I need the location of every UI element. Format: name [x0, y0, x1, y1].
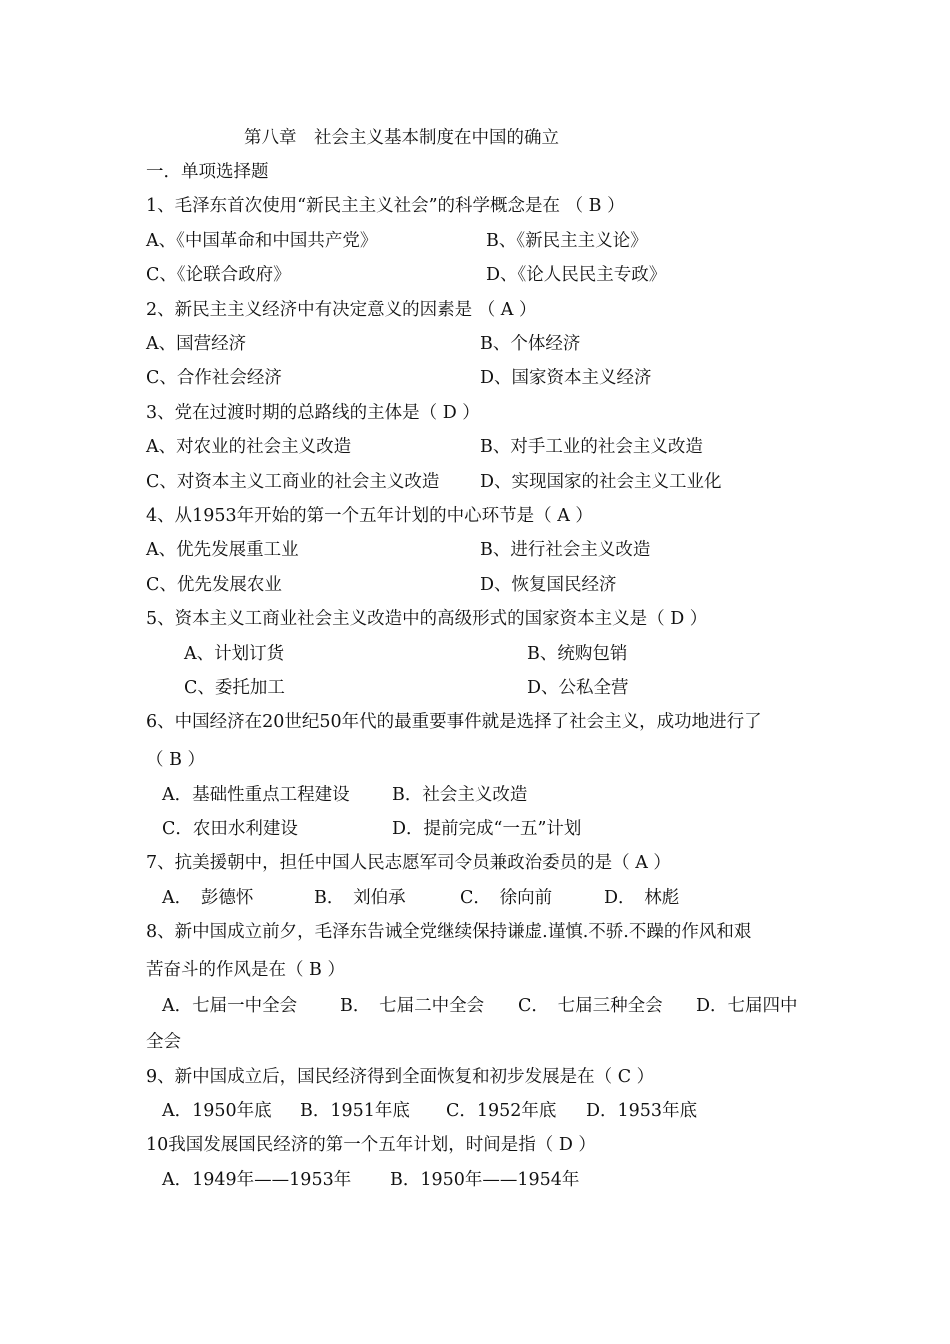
- option-4a: A、优先发展重工业: [146, 540, 299, 560]
- option-1c: C、《论联合政府》: [146, 265, 291, 285]
- option-2a: A、国营经济: [146, 334, 247, 354]
- option-2d: D、国家资本主义经济: [480, 368, 652, 388]
- option-4b: B、进行社会主义改造: [480, 540, 651, 560]
- section-heading: 一．单项选择题: [146, 162, 269, 182]
- question-1: 1、毛泽东首次使用“新民主主义社会”的科学概念是在 （ B ）: [146, 196, 625, 216]
- option-1d: D、《论人民民主专政》: [486, 265, 667, 285]
- option-2c: C、合作社会经济: [146, 368, 282, 388]
- question-3: 3、党在过渡时期的总路线的主体是（ D ）: [146, 403, 480, 423]
- option-5a: A、计划订货: [184, 644, 285, 664]
- option-6b: B．社会主义改造: [392, 785, 528, 805]
- option-4d: D、恢复国民经济: [480, 575, 617, 595]
- option-9c: C．1952年底: [446, 1101, 557, 1121]
- option-7d: D． 林彪: [604, 888, 680, 908]
- option-3b: B、对手工业的社会主义改造: [480, 437, 703, 457]
- question-9: 9、新中国成立后，国民经济得到全面恢复和初步发展是在（ C ）: [146, 1067, 655, 1087]
- option-8c: C． 七届三种全会: [518, 996, 663, 1016]
- option-2b: B、个体经济: [480, 334, 581, 354]
- option-9b: B．1951年底: [300, 1101, 410, 1121]
- option-8d-cont: 全会: [146, 1032, 181, 1052]
- option-3d: D、实现国家的社会主义工业化: [480, 472, 722, 492]
- question-5: 5、资本主义工商业社会主义改造中的高级形式的国家资本主义是（ D ）: [146, 609, 708, 629]
- question-4: 4、从1953年开始的第一个五年计划的中心环节是（ A ）: [146, 506, 593, 526]
- option-8d: D．七届四中: [696, 996, 798, 1016]
- option-9a: A．1950年底: [162, 1101, 272, 1121]
- option-6c: C．农田水利建设: [162, 819, 298, 839]
- option-4c: C、优先发展农业: [146, 575, 282, 595]
- option-3a: A、对农业的社会主义改造: [146, 437, 352, 457]
- question-2: 2、新民主主义经济中有决定意义的因素是 （ A ）: [146, 300, 537, 320]
- question-6: 6、中国经济在20世纪50年代的最重要事件就是选择了社会主义，成功地进行了: [146, 712, 762, 732]
- option-10b: B．1950年——1954年: [390, 1170, 580, 1190]
- option-5b: B、统购包销: [527, 644, 628, 664]
- question-8-cont: 苦奋斗的作风是在（ B ）: [146, 960, 345, 980]
- option-9d: D．1953年底: [586, 1101, 698, 1121]
- option-3c: C、对资本主义工商业的社会主义改造: [146, 472, 440, 492]
- question-8: 8、新中国成立前夕，毛泽东告诫全党继续保持谦虚.谨慎.不骄.不躁的作风和艰: [146, 922, 752, 942]
- option-8a: A．七届一中全会: [162, 996, 298, 1016]
- option-1a: A、《中国革命和中国共产党》: [146, 231, 378, 251]
- option-8b: B． 七届二中全会: [340, 996, 485, 1016]
- option-1b: B、《新民主主义论》: [486, 231, 648, 251]
- question-7: 7、抗美援朝中，担任中国人民志愿军司令员兼政治委员的是（ A ）: [146, 853, 671, 873]
- question-6-answer: （ B ）: [146, 750, 205, 770]
- option-7b: B． 刘伯承: [314, 888, 406, 908]
- chapter-title: 第八章 社会主义基本制度在中国的确立: [244, 128, 559, 148]
- option-6a: A．基础性重点工程建设: [162, 785, 350, 805]
- option-7c: C． 徐向前: [460, 888, 553, 908]
- option-7a: A． 彭德怀: [162, 888, 254, 908]
- option-5c: C、委托加工: [184, 678, 285, 698]
- option-6d: D．提前完成“一五”计划: [392, 819, 582, 839]
- option-10a: A．1949年——1953年: [162, 1170, 352, 1190]
- question-10: 10我国发展国民经济的第一个五年计划，时间是指（ D ）: [146, 1135, 596, 1155]
- option-5d: D、公私全营: [527, 678, 629, 698]
